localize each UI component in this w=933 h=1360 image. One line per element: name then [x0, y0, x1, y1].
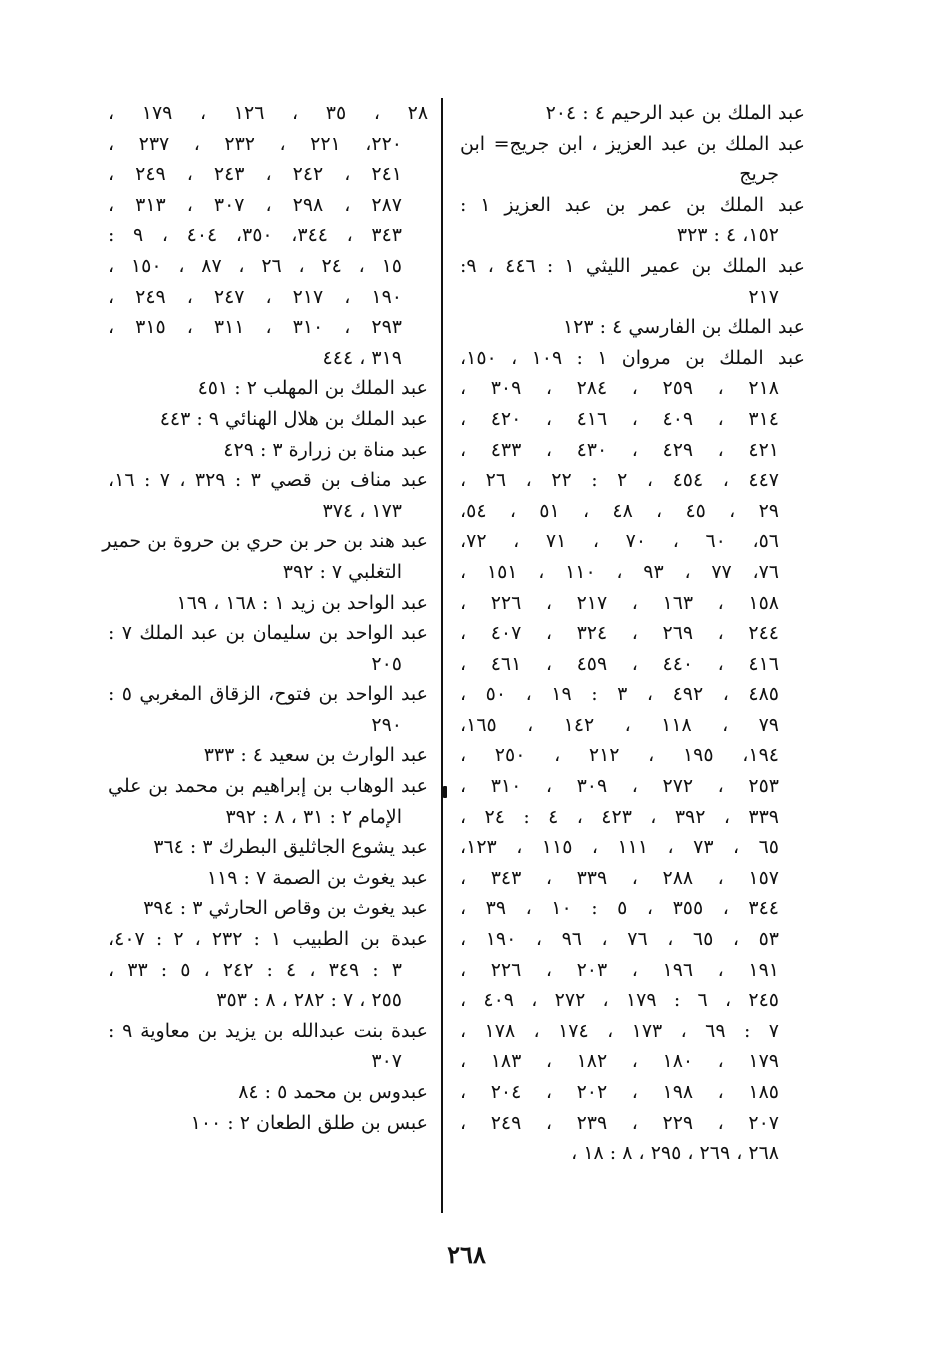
index-entry-line: عبد مناة بن زرارة ٣ : ٤٢٩ — [223, 438, 428, 461]
index-entry-line: ١٥٧ ، ٢٨٨ ، ٣٣٩ ، ٣٤٣ ، — [460, 866, 779, 889]
index-entry-line: عبد يغوث بن الصمة ٧ : ١١٩ — [206, 866, 428, 889]
index-entry-line: عبد الملك بن مروان ١ : ١٠٩ ، ١٥٠، — [460, 346, 805, 369]
index-entry-line: ٢٠٥ — [371, 652, 402, 675]
index-entry-line: عبدوس بن محمد ٥ : ٨٤ — [238, 1081, 428, 1103]
index-entry-line: ٤٢١ ، ٤٢٩ ، ٤٣٠ ، ٤٣٣ ، — [460, 438, 779, 461]
page-number: ٢٦٨ — [447, 1240, 486, 1269]
index-entry-line: ١٩٠ ، ٢١٧ ، ٢٤٧ ، ٢٤٩ ، — [108, 285, 402, 308]
index-entry-line: عبد هند بن حر بن حري بن حروة بن حمير — [102, 530, 428, 553]
index-entry-line: ٣٤٣ ، ٣٤٤، ٣٥٠، ٤٠٤ ، ٩ : — [108, 224, 402, 247]
index-entry — [108, 588, 428, 619]
index-entry — [108, 679, 428, 740]
index-entry — [108, 924, 428, 1016]
index-entry — [108, 893, 428, 924]
index-entry — [108, 618, 428, 679]
index-entry-line: ٢٩٣ ، ٣١٠ ، ٣١١ ، ٣١٥ ، — [108, 316, 402, 339]
index-entry-line: ٣٤٤ ، ٣٥٥ ، ٥ : ١٠ ، ٣٩ ، — [460, 897, 779, 920]
index-entry-line: عبدة بن الطبيب ١ : ٢٣٢ ، ٢ : ٤٠٧، — [108, 928, 429, 951]
right-column — [460, 98, 805, 1169]
index-entry-line: ٤٨٥ ، ٤٩٢ ، ٣ : ١٩ ، ٥٠ ، — [460, 683, 779, 706]
index-entry-line: ١٥٨ ، ١٦٣ ، ٢١٧ ، ٢٢٦ ، — [460, 591, 779, 614]
index-entry-line: التغلبي ٧ : ٣٩٢ — [282, 560, 402, 583]
index-entry-line: ٣ : ٣٤٩ ، ٤ : ٢٤٢ ، ٥ : ٣٣ ، — [108, 958, 402, 981]
index-entry-line: عبد الواحد بن سليمان بن عبد الملك ٧ : — [108, 622, 428, 645]
index-entry-line: ٢٨٧ ، ٢٩٨ ، ٣٠٧ ، ٣١٣ ، — [108, 193, 402, 216]
index-entry — [102, 526, 428, 587]
index-entry — [108, 373, 428, 404]
index-entry-line: ٤٤٧ ، ٤٥٤ ، ٢ : ٢٢ ، ٢٦ ، — [460, 469, 779, 492]
index-entry — [108, 1108, 428, 1139]
index-entry-line: ٣٣٩ ، ٣٩٢ ، ٤٢٣ ، ٤ : ٢٤ ، — [460, 805, 779, 828]
index-entry — [108, 1077, 428, 1108]
index-entry-line: ١٧٣ ، ٣٧٤ — [322, 499, 402, 522]
index-entry-line: عبد الواحد بن زيد ١ : ١٦٨ ، ١٦٩ — [176, 591, 428, 614]
index-entry-line: عبد الوهاب بن إبراهيم بن محمد بن علي — [108, 775, 428, 798]
index-entry-line: عبد يشوع الجاثليق البطرك ٣ : ٣٦٤ — [153, 836, 428, 859]
index-entry-line: ١٩٤، ١٩٥ ، ٢١٢ ، ٢٥٠ ، — [460, 744, 779, 767]
index-entry-line: ٢٥٥ ، ٧ : ٢٨٢ ، ٨ : ٣٥٣ — [216, 989, 402, 1012]
index-entry-line: ٧٦، ٧٧ ، ٩٣ ، ١١٠ ، ١٥١ ، — [460, 560, 780, 583]
index-entry — [460, 98, 805, 129]
index-entry — [108, 740, 428, 771]
index-entry-line: ٢٦٨ ، ٢٦٩ ، ٢٩٥ ، ٨ : ١٨ ، — [571, 1142, 779, 1165]
index-entry-line: الإمام ٢ : ٣١ ، ٨ : ٣٩٢ — [225, 805, 402, 828]
index-entry — [108, 465, 428, 526]
index-entry-line: ١٧٩ ، ١٨٠ ، ١٨٢ ، ١٨٣ ، — [460, 1050, 779, 1073]
index-entry-line: ٣٠٧ — [371, 1050, 402, 1073]
index-entry-line: ٧ : ٦٩ ، ١٧٣ ، ١٧٤ ، ١٧٨ ، — [460, 1019, 779, 1042]
index-entry — [108, 771, 428, 832]
index-entry-line: ٢٢٠، ٢٢١ ، ٢٣٢ ، ٢٣٧ ، — [108, 132, 402, 155]
column-divider — [441, 98, 443, 1213]
index-entry — [460, 312, 805, 343]
index-entry-line: عبس بن طلق الطعان ٢ : ١٠٠ — [190, 1111, 428, 1134]
index-entry — [108, 863, 428, 894]
index-entry-line: ١٥٢، ٤ : ٣٢٣ — [676, 224, 779, 247]
index-entry-line: جريج — [739, 163, 779, 186]
index-entry-line: عبد الواحد بن فتوح، الزقاق المغربي ٥ : — [108, 683, 428, 706]
index-entry-line: عبد الملك بن هلال الهنائي ٩ : ٤٤٣ — [159, 407, 428, 430]
index-entry-line: عبد الملك بن عبد العزيز ، ابن جريج= ابن — [460, 132, 805, 155]
divider-mark — [443, 786, 447, 798]
index-entry-line: ٢٥٣ ، ٢٧٢ ، ٣٠٩ ، ٣١٠ ، — [460, 775, 779, 798]
index-entry — [108, 832, 428, 863]
index-entry-line: ٢٤٥ ، ٦ : ١٧٩ ، ٢٧٢ ، ٤٠٩ ، — [460, 989, 779, 1012]
index-entry-line: ٢٩٠ — [371, 713, 402, 736]
index-entry-line: عبد الملك بن المهلب ٢ : ٤٥١ — [197, 377, 428, 400]
index-entry — [460, 129, 805, 190]
index-entry-line: ٢١٨ ، ٢٥٩ ، ٢٨٤ ، ٣٠٩ ، — [460, 377, 779, 400]
index-entry-line: ١٩١ ، ١٩٦ ، ٢٠٣ ، ٢٢٦ ، — [460, 958, 779, 981]
index-entry-line: ٢٤٤ ، ٢٦٩ ، ٣٢٤ ، ٤٠٧ ، — [460, 622, 779, 645]
index-entry-line: ٢١٧ — [748, 285, 779, 308]
index-entry — [460, 190, 805, 251]
index-entry-line: ٧٩ ، ١١٨ ، ١٤٢ ، ١٦٥، — [460, 713, 780, 736]
index-entry — [108, 98, 428, 373]
index-entry-line: ٥٦، ٦٠ ، ٧٠ ، ٧١ ، ٧٢، — [460, 530, 780, 553]
index-entry — [460, 251, 805, 312]
index-entry-line: ١٥ ، ٢٤ ، ٢٦ ، ٨٧ ، ١٥٠ ، — [108, 254, 402, 277]
index-entry-line: ٢٤١ ، ٢٤٢ ، ٢٤٣ ، ٢٤٩ ، — [108, 163, 402, 186]
index-entry-line: ٢٩ ، ٤٥ ، ٤٨ ، ٥١ ، ٥٤، — [460, 499, 779, 522]
index-entry — [108, 435, 428, 466]
index-entry-line: ٢٠٧ ، ٢٢٩ ، ٢٣٩ ، ٢٤٩ ، — [460, 1111, 779, 1134]
index-entry-line: عبد الملك بن عمير الليثي ١ : ٤٤٦ ، ٩: — [460, 254, 805, 277]
index-entry-line: عبد الملك بن الفارسي ٤ : ١٢٣ — [562, 316, 805, 339]
index-entry-line: ٣١٩ ، ٤٤٤ — [322, 346, 402, 369]
left-column — [102, 98, 429, 1138]
index-entry-line: عبدة بنت عبدالله بن يزيد بن معاوية ٩ : — [108, 1019, 428, 1042]
index-entry-line: ٥٣ ، ٦٥ ، ٧٦ ، ٩٦ ، ١٩٠ ، — [460, 928, 779, 951]
index-entry-line: عبد مناف بن قصي ٣ : ٣٢٩ ، ٧ : ١٦، — [108, 469, 428, 492]
index-entry — [108, 1016, 428, 1077]
index-entry-line: ٦٥ ، ٧٣ ، ١١١ ، ١١٥ ، ١٢٣، — [460, 836, 779, 859]
index-entry-line: ٣١٤ ، ٤٠٩ ، ٤١٦ ، ٤٢٠ ، — [460, 407, 779, 430]
index-entry-line: عبد الوارث بن سعيد ٤ : ٣٣٣ — [203, 744, 428, 767]
index-entry — [108, 404, 428, 435]
index-entry-line: ٢٨ ، ٣٥ ، ١٢٦ ، ١٧٩ ، — [108, 102, 429, 124]
index-entry-line: عبد الملك بن عبد الرحيم ٤ : ٢٠٤ — [545, 102, 805, 124]
index-entry-line: عبد يغوث بن وقاص الحارثي ٣ : ٣٩٤ — [143, 897, 428, 920]
index-entry-line: ١٨٥ ، ١٩٨ ، ٢٠٢ ، ٢٠٤ ، — [460, 1081, 779, 1103]
index-entry — [460, 343, 805, 1169]
index-entry-line: ٤١٦ ، ٤٤٠ ، ٤٥٩ ، ٤٦١ ، — [460, 652, 779, 675]
index-entry-line: عبد الملك بن عمر بن عبد العزيز ١ : — [460, 193, 805, 216]
